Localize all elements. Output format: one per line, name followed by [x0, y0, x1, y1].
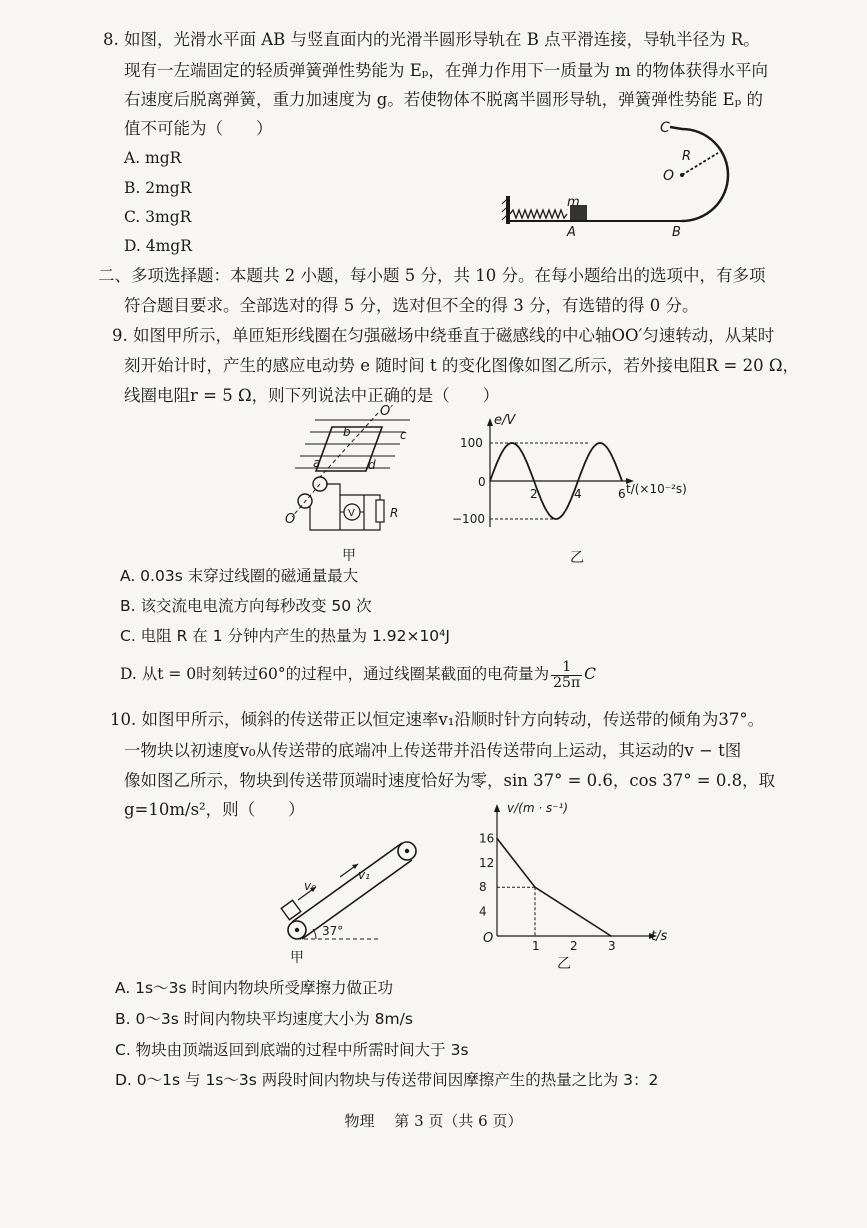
q8-option-d: D. 4mgR — [124, 237, 192, 255]
vt-xtick-1: 1 — [532, 939, 540, 953]
vt-origin: O — [483, 931, 494, 946]
q8-center-dot — [680, 173, 684, 177]
q9-figure-jia — [280, 405, 430, 570]
q8-label-r: R — [682, 149, 692, 164]
q9-resistor — [376, 500, 384, 522]
et-y-arrow — [487, 418, 493, 426]
et-ylabel: e/V — [494, 413, 516, 428]
page-footer: 物理 第 3 页（共 6 页） — [344, 1112, 523, 1130]
q9-label-c: c — [400, 428, 407, 442]
q9-label-r: R — [390, 506, 399, 520]
q8-option-a: A. mgR — [124, 149, 182, 167]
q10-line-2: 一物块以初速度v₀从传送带的底端冲上传送带并沿传送带向上运动，其运动的v − t图 — [124, 741, 742, 760]
q9-label-d: d — [368, 458, 376, 472]
q8-option-c: C. 3mgR — [124, 208, 192, 226]
q10-label-v0: v₀ — [304, 879, 316, 893]
q10-chart-vt — [475, 800, 685, 975]
q8-label-a: A — [567, 225, 576, 240]
q9-option-d-numerator: 1 — [551, 660, 582, 676]
vt-ylabel: v/(m · s⁻¹) — [507, 801, 569, 815]
vt-y-arrow — [494, 804, 500, 812]
vt-caption: 乙 — [557, 956, 571, 972]
q9-option-c: C. 电阻 R 在 1 分钟内产生的热量为 1.92×10⁴J — [120, 627, 450, 645]
q9-caption-jia: 甲 — [342, 548, 356, 564]
et-data-point — [500, 454, 501, 455]
et-data-point — [544, 507, 545, 508]
et-xtick-6: 6 — [618, 487, 626, 501]
q9-option-d-unit: C — [584, 665, 597, 683]
q9-option-d-fraction — [551, 660, 582, 691]
q10-label-v1: v₁ — [358, 868, 370, 882]
q10-line-3: 像如图乙所示，物块到传送带顶端时速度恰好为零，sin 37° = 0.6，cos 37° = 0.8，取 — [124, 771, 776, 790]
vt-ytick-8: 8 — [479, 880, 487, 895]
vt-xtick-3: 3 — [608, 939, 616, 953]
q8-label-c: C — [660, 120, 670, 136]
et-ytick-100: 100 — [460, 436, 483, 450]
q9-option-d-text: D. 从t = 0时刻转过60°的过程中，通过线圈某截面的电荷量为 — [120, 665, 550, 683]
q10-option-d: D. 0～1s 与 1s～3s 两段时间内物块与传送带间因摩擦产生的热量之比为 3：2 — [115, 1071, 659, 1089]
q8-label-m: m — [567, 195, 580, 210]
q10-option-b: B. 0～3s 时间内物块平均速度大小为 8m/s — [115, 1010, 413, 1028]
q8-line-1: 8. 如图，光滑水平面 AB 与竖直面内的光滑半圆形导轨在 B 点平滑连接，导轨半径为 R。 — [103, 30, 760, 49]
q10-label-angle: 37° — [322, 924, 344, 938]
q9-line-3: 线圈电阻r = 5 Ω，则下列说法中正确的是（ ） — [124, 386, 500, 405]
et-data-point — [522, 454, 523, 455]
q10-belt-bottom — [302, 860, 412, 939]
q9-option-d — [120, 656, 596, 692]
q8-line-3: 右速度后脱离弹簧，重力加速度为 g。若使物体不脱离半圆形导轨，弹簧弹性势能 Eₚ 的 — [124, 90, 763, 109]
q8-option-b: B. 2mgR — [124, 179, 192, 197]
vt-ytick-16: 16 — [479, 831, 495, 846]
vt-ytick-12: 12 — [479, 855, 495, 870]
q8-wall — [502, 196, 510, 224]
q8-line-4: 值不可能为（ ） — [124, 119, 273, 138]
q10-line-4: g=10m/s²，则（ ） — [124, 800, 305, 819]
q9-option-b: B. 该交流电电流方向每秒改变 50 次 — [120, 597, 372, 615]
et-data-point — [588, 454, 589, 455]
q8-semicircle — [670, 127, 728, 221]
q9-option-d-denominator: 25π — [553, 674, 581, 691]
et-data-point — [577, 480, 578, 481]
q10-line-1: 10. 如图甲所示，倾斜的传送带正以恒定速率v₁沿顺时针方向转动，传送带的倾角为37°。 — [110, 710, 765, 729]
et-xlabel: t/(×10⁻²s) — [626, 482, 687, 496]
q8-spring — [510, 210, 567, 218]
q8-figure — [500, 118, 740, 243]
et-ytick-neg100: −100 — [452, 512, 485, 526]
q10-figure-jia — [278, 825, 438, 970]
q10-option-c: C. 物块由顶端返回到底端的过程中所需时间大于 3s — [115, 1041, 469, 1059]
q9-label-v: V — [348, 508, 355, 519]
et-data-point — [555, 518, 556, 519]
q9-line-1: 9. 如图甲所示，单匝矩形线圈在匀强磁场中绕垂直于磁感线的中心轴OO′匀速转动，从某时 — [112, 326, 775, 345]
q9-label-o-top: O′ — [380, 404, 394, 419]
vt-xtick-2: 2 — [570, 939, 578, 953]
et-origin: 0 — [478, 475, 486, 489]
vt-ytick-4: 4 — [479, 904, 487, 919]
et-xtick-4: 4 — [574, 487, 582, 501]
et-data-point — [511, 442, 512, 443]
q10-option-a: A. 1s～3s 时间内物块所受摩擦力做正功 — [115, 979, 393, 997]
et-data-point — [533, 480, 534, 481]
et-data-point — [599, 442, 600, 443]
et-data-point — [566, 507, 567, 508]
section2-line-1: 二、多项选择题：本题共 2 小题，每小题 5 分，共 10 分。在每小题给出的选项中，有多项 — [98, 266, 766, 285]
et-data-point — [621, 480, 622, 481]
q9-label-o-bottom: O — [285, 512, 296, 527]
q8-label-b: B — [672, 225, 681, 240]
q9-line-2: 刻开始计时，产生的感应电动势 e 随时间 t 的变化图像如图乙所示，若外接电阻R = 20 Ω， — [124, 356, 800, 375]
q8-label-o: O — [663, 168, 675, 184]
section2-line-2: 符合题目要求。全部选对的得 5 分，选对但不全的得 3 分，有选错的得 0 分。 — [124, 296, 699, 315]
q9-option-a: A. 0.03s 末穿过线圈的磁通量最大 — [120, 567, 359, 585]
vt-data-point — [534, 886, 536, 888]
q9-label-a: a — [313, 456, 321, 470]
et-data-point — [489, 480, 490, 481]
et-xtick-2: 2 — [530, 487, 538, 501]
q8-line-2: 现有一左端固定的轻质弹簧弹性势能为 Eₚ，在弹力作用下一质量为 m 的物体获得水平向 — [124, 61, 769, 80]
q10-caption-jia: 甲 — [290, 950, 304, 966]
q9-chart-et — [448, 410, 708, 565]
vt-xlabel: t/s — [651, 929, 668, 944]
q9-label-b: b — [343, 425, 351, 439]
vt-data-point — [610, 935, 612, 937]
et-caption: 乙 — [570, 550, 584, 566]
vt-data-point — [496, 838, 498, 840]
et-data-point — [610, 454, 611, 455]
